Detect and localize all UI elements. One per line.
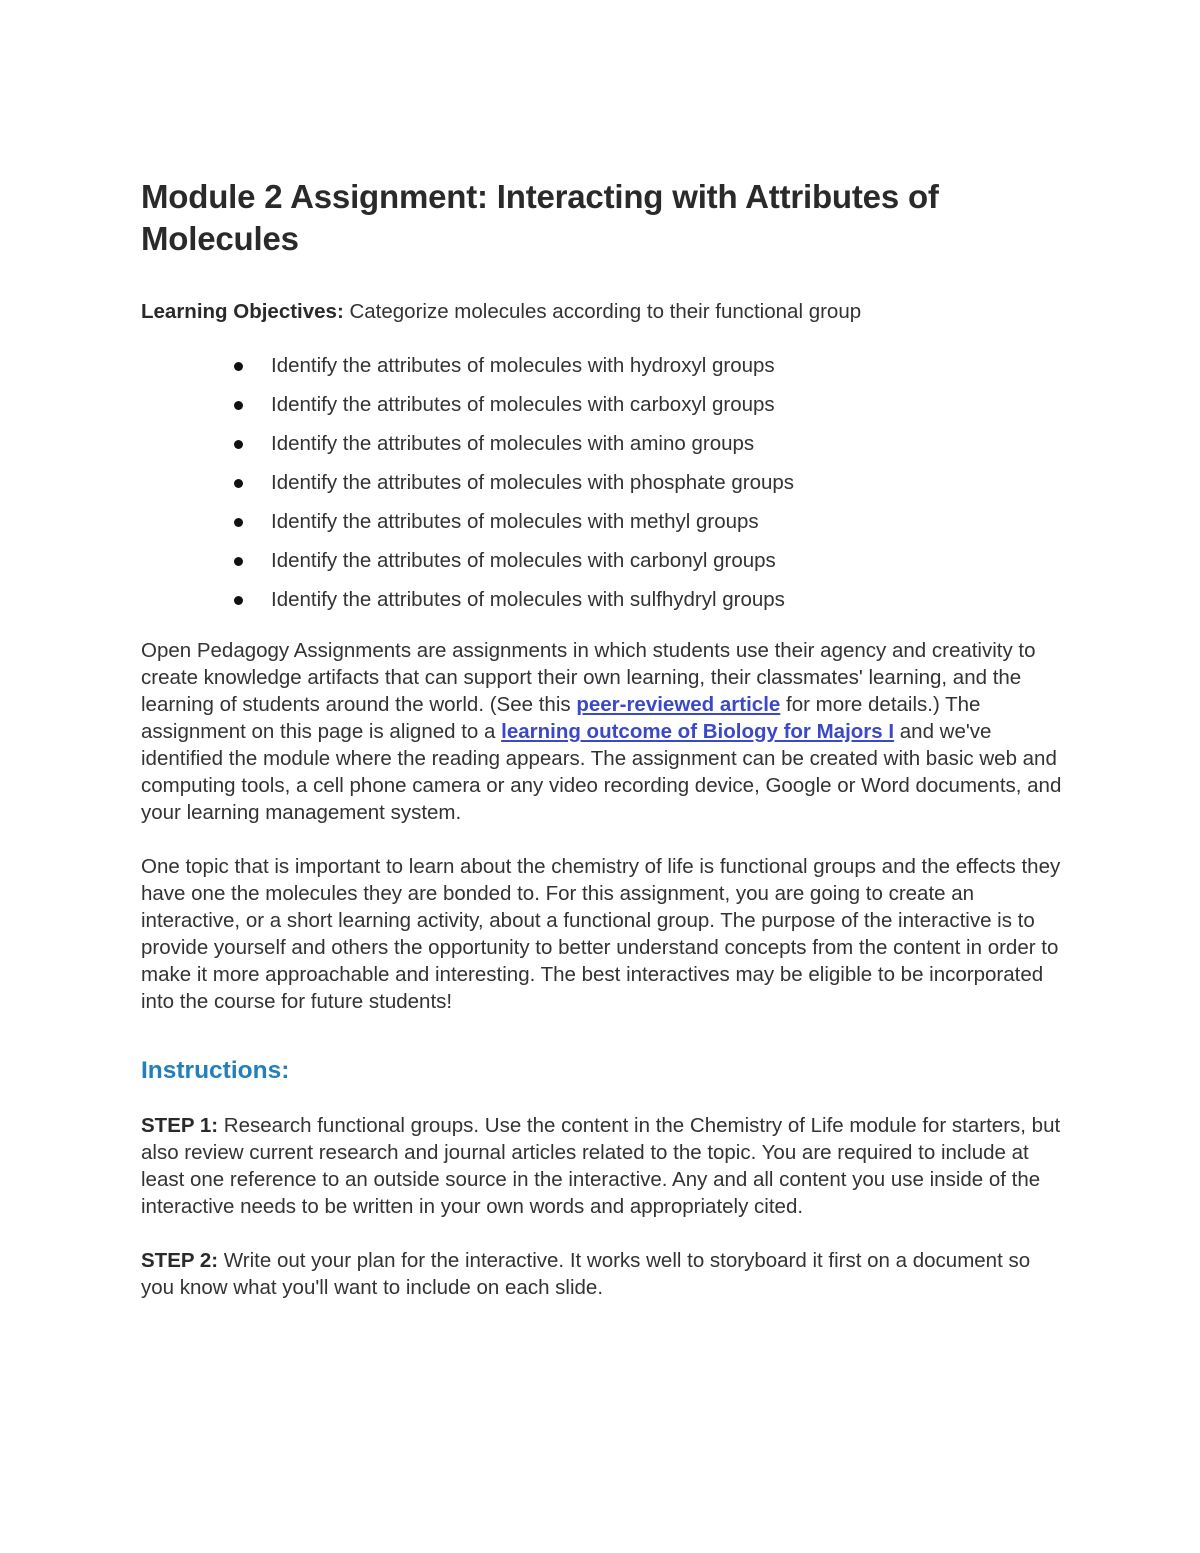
bullet-icon xyxy=(234,362,243,371)
step-2-text: Write out your plan for the interactive. It works well to storyboard it first on a document so you know what you'll want to include on each slide. xyxy=(141,1249,1031,1299)
page-title: Module 2 Assignment: Interacting with Attributes of Molecules xyxy=(141,178,939,257)
step-2-label: STEP 2: xyxy=(141,1249,219,1272)
list-item xyxy=(231,508,1066,547)
objectives-list xyxy=(141,352,1066,625)
document-page xyxy=(141,176,1066,1301)
list-item xyxy=(231,586,1066,625)
intro-text-3: and we've identified the module where the reading appears. The assignment can be created with basic web and computing tools, a cell phone camera or any video recording device, Google or Word documents, and your learning management system. xyxy=(141,720,1062,824)
intro-paragraph xyxy=(141,637,1066,826)
list-item-text: Identify the attributes of molecules with hydroxyl groups xyxy=(271,354,775,377)
list-item-text: Identify the attributes of molecules with amino groups xyxy=(271,432,755,455)
list-item xyxy=(231,352,1066,391)
step-1-paragraph xyxy=(141,1112,1066,1220)
instructions-heading: Instructions: xyxy=(141,1057,290,1084)
learning-objectives-text: Categorize molecules according to their functional group xyxy=(343,300,862,323)
list-item-text: Identify the attributes of molecules with carbonyl groups xyxy=(271,549,776,572)
bullet-icon xyxy=(234,557,243,566)
bullet-icon xyxy=(234,518,243,527)
learning-objectives-label: Learning Objectives: xyxy=(141,300,344,323)
list-item-text: Identify the attributes of molecules with carboxyl groups xyxy=(271,393,775,416)
list-item xyxy=(231,547,1066,586)
bullet-icon xyxy=(234,401,243,410)
intro-text-2: for more details.) The assignment on this page is aligned to a xyxy=(141,693,981,743)
step-1-label: STEP 1: xyxy=(141,1114,219,1137)
list-item-text: Identify the attributes of molecules with phosphate groups xyxy=(271,471,795,494)
list-item-text: Identify the attributes of molecules with sulfhydryl groups xyxy=(271,588,785,611)
step-2-paragraph xyxy=(141,1247,1066,1301)
bullet-icon xyxy=(234,479,243,488)
learning-outcome-link[interactable]: learning outcome of Biology for Majors I xyxy=(501,720,895,743)
list-item xyxy=(231,430,1066,469)
step-1-text: Research functional groups. Use the content in the Chemistry of Life module for starters, but also review current research and journal articles related to the topic. You are required to include at least one reference to an outside source in the interactive. Any and all content you use inside of the interactive needs to be written in your own words and appropriately cited. xyxy=(141,1114,1061,1218)
learning-objectives xyxy=(141,298,1066,326)
list-item xyxy=(231,391,1066,430)
bullet-icon xyxy=(234,440,243,449)
intro-text-1: Open Pedagogy Assignments are assignments in which students use their agency and creativity to create knowledge artifacts that can support their own learning, their classmates' learning, and the learning of students around the world. (See this xyxy=(141,639,1036,716)
topic-paragraph: One topic that is important to learn about the chemistry of life is functional groups and the effects they have one the molecules they are bonded to. For this assignment, you are going to create an interactive, or a short learning activity, about a functional group. The purpose of the interactive is to provide yourself and others the opportunity to better understand concepts from the content in order to make it more approachable and interesting. The best interactives may be eligible to be incorporated into the course for future students! xyxy=(141,855,1061,1013)
list-item xyxy=(231,469,1066,508)
list-item-text: Identify the attributes of molecules with methyl groups xyxy=(271,510,759,533)
peer-reviewed-article-link[interactable]: peer-reviewed article xyxy=(576,693,781,716)
bullet-icon xyxy=(234,596,243,605)
